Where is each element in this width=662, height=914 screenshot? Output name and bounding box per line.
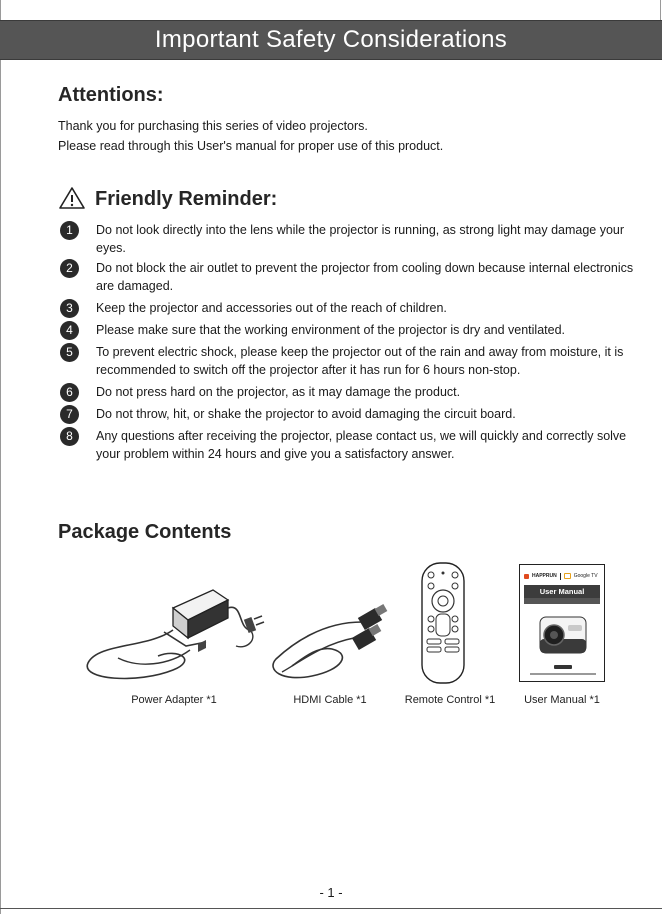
list-item [60,259,640,299]
manual-band-lower [524,598,600,604]
list-item [60,321,640,343]
user-manual-image [519,564,605,682]
number-badge: 5 [60,343,79,362]
remote-control-image [418,561,468,685]
number-badge: 3 [60,299,79,318]
caption-power-adapter: Power Adapter *1 [131,694,217,706]
reminder-text: Do not block the air outlet to prevent the projector from cooling down because internal electronics are damaged. [96,261,634,293]
caption-user-manual: User Manual *1 [524,694,600,706]
page-title: Important Safety Considerations [154,26,508,53]
title-banner [0,20,662,60]
list-item [60,343,640,383]
google-tv-icon [564,573,571,579]
projector-image [534,609,592,659]
manual-brand: HAPPRUN [532,573,557,579]
reminder-text: Do not look directly into the lens while the projector is running, as strong light may damage your eyes. [96,223,625,255]
caption-hdmi-cable: HDMI Cable *1 [293,694,367,706]
list-item [60,221,640,259]
list-item [60,427,640,465]
brand-logo-icon [524,574,529,579]
reminder-text: Do not throw, hit, or shake the projector to avoid damaging the circuit board. [96,407,516,421]
number-badge: 4 [60,321,79,340]
reminder-text: To prevent electric shock, please keep the projector out of the rain and away from moisture, it is recommended to switch off the projector after it has run for 6 hours non-stop. [96,345,624,377]
bottom-rule [0,908,662,909]
number-badge: 6 [60,383,79,402]
attentions-heading: Attentions: [58,84,164,106]
number-badge: 1 [60,221,79,240]
package-heading: Package Contents [58,521,232,543]
manual-title: User Manual [539,587,585,596]
list-item [60,405,640,427]
manual-title-band [524,585,600,598]
power-adapter-image [78,588,268,688]
reminder-text: Keep the projector and accessories out of the reach of children. [96,301,447,315]
manual-footer-line [530,673,596,675]
caption-remote-control: Remote Control *1 [404,694,496,706]
number-badge: 8 [60,427,79,446]
manual-partner: Google TV [573,573,598,579]
hdmi-cable-image [262,604,392,684]
reminder-text: Do not press hard on the projector, as it may damage the product. [96,385,461,399]
number-badge: 7 [60,405,79,424]
manual-footer-badge [554,665,572,669]
warning-triangle-icon [58,186,86,210]
divider [560,573,561,580]
attentions-line-1: Thank you for purchasing this series of video projectors. [58,119,368,133]
list-item [60,299,640,321]
page-edge-left [0,0,1,914]
reminder-list [60,221,640,465]
number-badge: 2 [60,259,79,278]
attentions-line-2: Please read through this User's manual for proper use of this product. [58,139,444,153]
list-item [60,383,640,405]
reminder-text: Please make sure that the working environment of the projector is dry and ventilated. [96,323,566,337]
reminder-text: Any questions after receiving the projector, please contact us, we will quickly and correctly solve your problem within 24 hours and give you a satisfactory answer. [96,429,627,461]
manual-brand-row [524,571,602,581]
reminder-heading: Friendly Reminder: [95,188,278,210]
page-number: - 1 - [319,885,343,900]
